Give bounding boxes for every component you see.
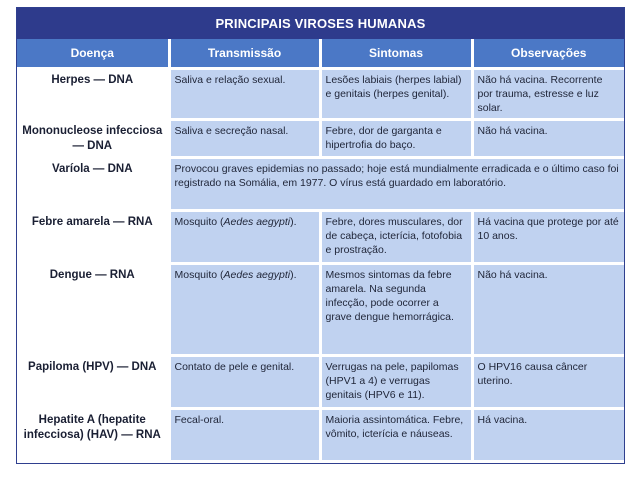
notes-cell: Não há vacina.: [472, 120, 624, 158]
transmission-cell: [169, 264, 320, 356]
transmission-suffix: ).: [290, 216, 297, 228]
table-row: [17, 356, 624, 409]
disease-cell: Herpes — DNA: [17, 69, 169, 120]
notes-cell: O HPV16 causa câncer uterino.: [472, 356, 624, 409]
notes-cell: Não há vacina.: [472, 264, 624, 356]
disease-cell: Dengue — RNA: [17, 264, 169, 356]
table-row: [17, 120, 624, 158]
notes-cell: Há vacina que protege por até 10 anos.: [472, 211, 624, 264]
header-disease: Doença: [17, 39, 169, 69]
disease-cell: Varíola — DNA: [17, 158, 169, 211]
species-name: Aedes aegypti: [223, 216, 291, 228]
table-row: [17, 158, 624, 211]
notes-cell: Não há vacina. Recorrente por trauma, estresse e luz solar.: [472, 69, 624, 120]
virus-table-figure: [16, 7, 625, 464]
transmission-cell: Fecal-oral.: [169, 409, 320, 462]
symptoms-cell: Febre, dor de garganta e hipertrofia do baço.: [320, 120, 472, 158]
species-name: Aedes aegypti: [223, 269, 291, 281]
symptoms-cell: Febre, dores musculares, dor de cabeça, icterícia, fotofobia e prostração.: [320, 211, 472, 264]
transmission-suffix: ).: [290, 269, 297, 281]
symptoms-cell: Maioria assintomática. Febre, vômito, icterícia e náuseas.: [320, 409, 472, 462]
transmission-cell: [169, 211, 320, 264]
header-row: [17, 39, 624, 69]
symptoms-cell: Mesmos sintomas da febre amarela. Na segunda infecção, pode ocorrer a grave dengue hemorrágica.: [320, 264, 472, 356]
table-row: [17, 409, 624, 462]
transmission-cell: Saliva e relação sexual.: [169, 69, 320, 120]
disease-cell: Mononucleose infecciosa — DNA: [17, 120, 169, 158]
transmission-cell: Saliva e secreção nasal.: [169, 120, 320, 158]
symptoms-cell: Lesões labiais (herpes labial) e genitais (herpes genital).: [320, 69, 472, 120]
table-row: [17, 69, 624, 120]
transmission-prefix: Mosquito (: [174, 269, 224, 281]
merged-description-cell: Provocou graves epidemias no passado; hoje está mundialmente erradicada e o último caso foi registrado na Somália, em 1977. O vírus está guardado em laboratório.: [169, 158, 624, 211]
header-transmission: Transmissão: [169, 39, 320, 69]
disease-cell: Febre amarela — RNA: [17, 211, 169, 264]
table-row: [17, 211, 624, 264]
header-notes: Observações: [472, 39, 624, 69]
table-row: [17, 264, 624, 356]
disease-cell: Papiloma (HPV) — DNA: [17, 356, 169, 409]
virus-table: [17, 39, 624, 463]
transmission-cell: Contato de pele e genital.: [169, 356, 320, 409]
transmission-prefix: Mosquito (: [174, 216, 224, 228]
table-title: PRINCIPAIS VIROSES HUMANAS: [17, 8, 624, 39]
symptoms-cell: Verrugas na pele, papilomas (HPV1 a 4) e verrugas genitais (HPV6 e 11).: [320, 356, 472, 409]
notes-cell: Há vacina.: [472, 409, 624, 462]
disease-cell: Hepatite A (hepatite infecciosa) (HAV) — RNA: [17, 409, 169, 462]
header-symptoms: Sintomas: [320, 39, 472, 69]
